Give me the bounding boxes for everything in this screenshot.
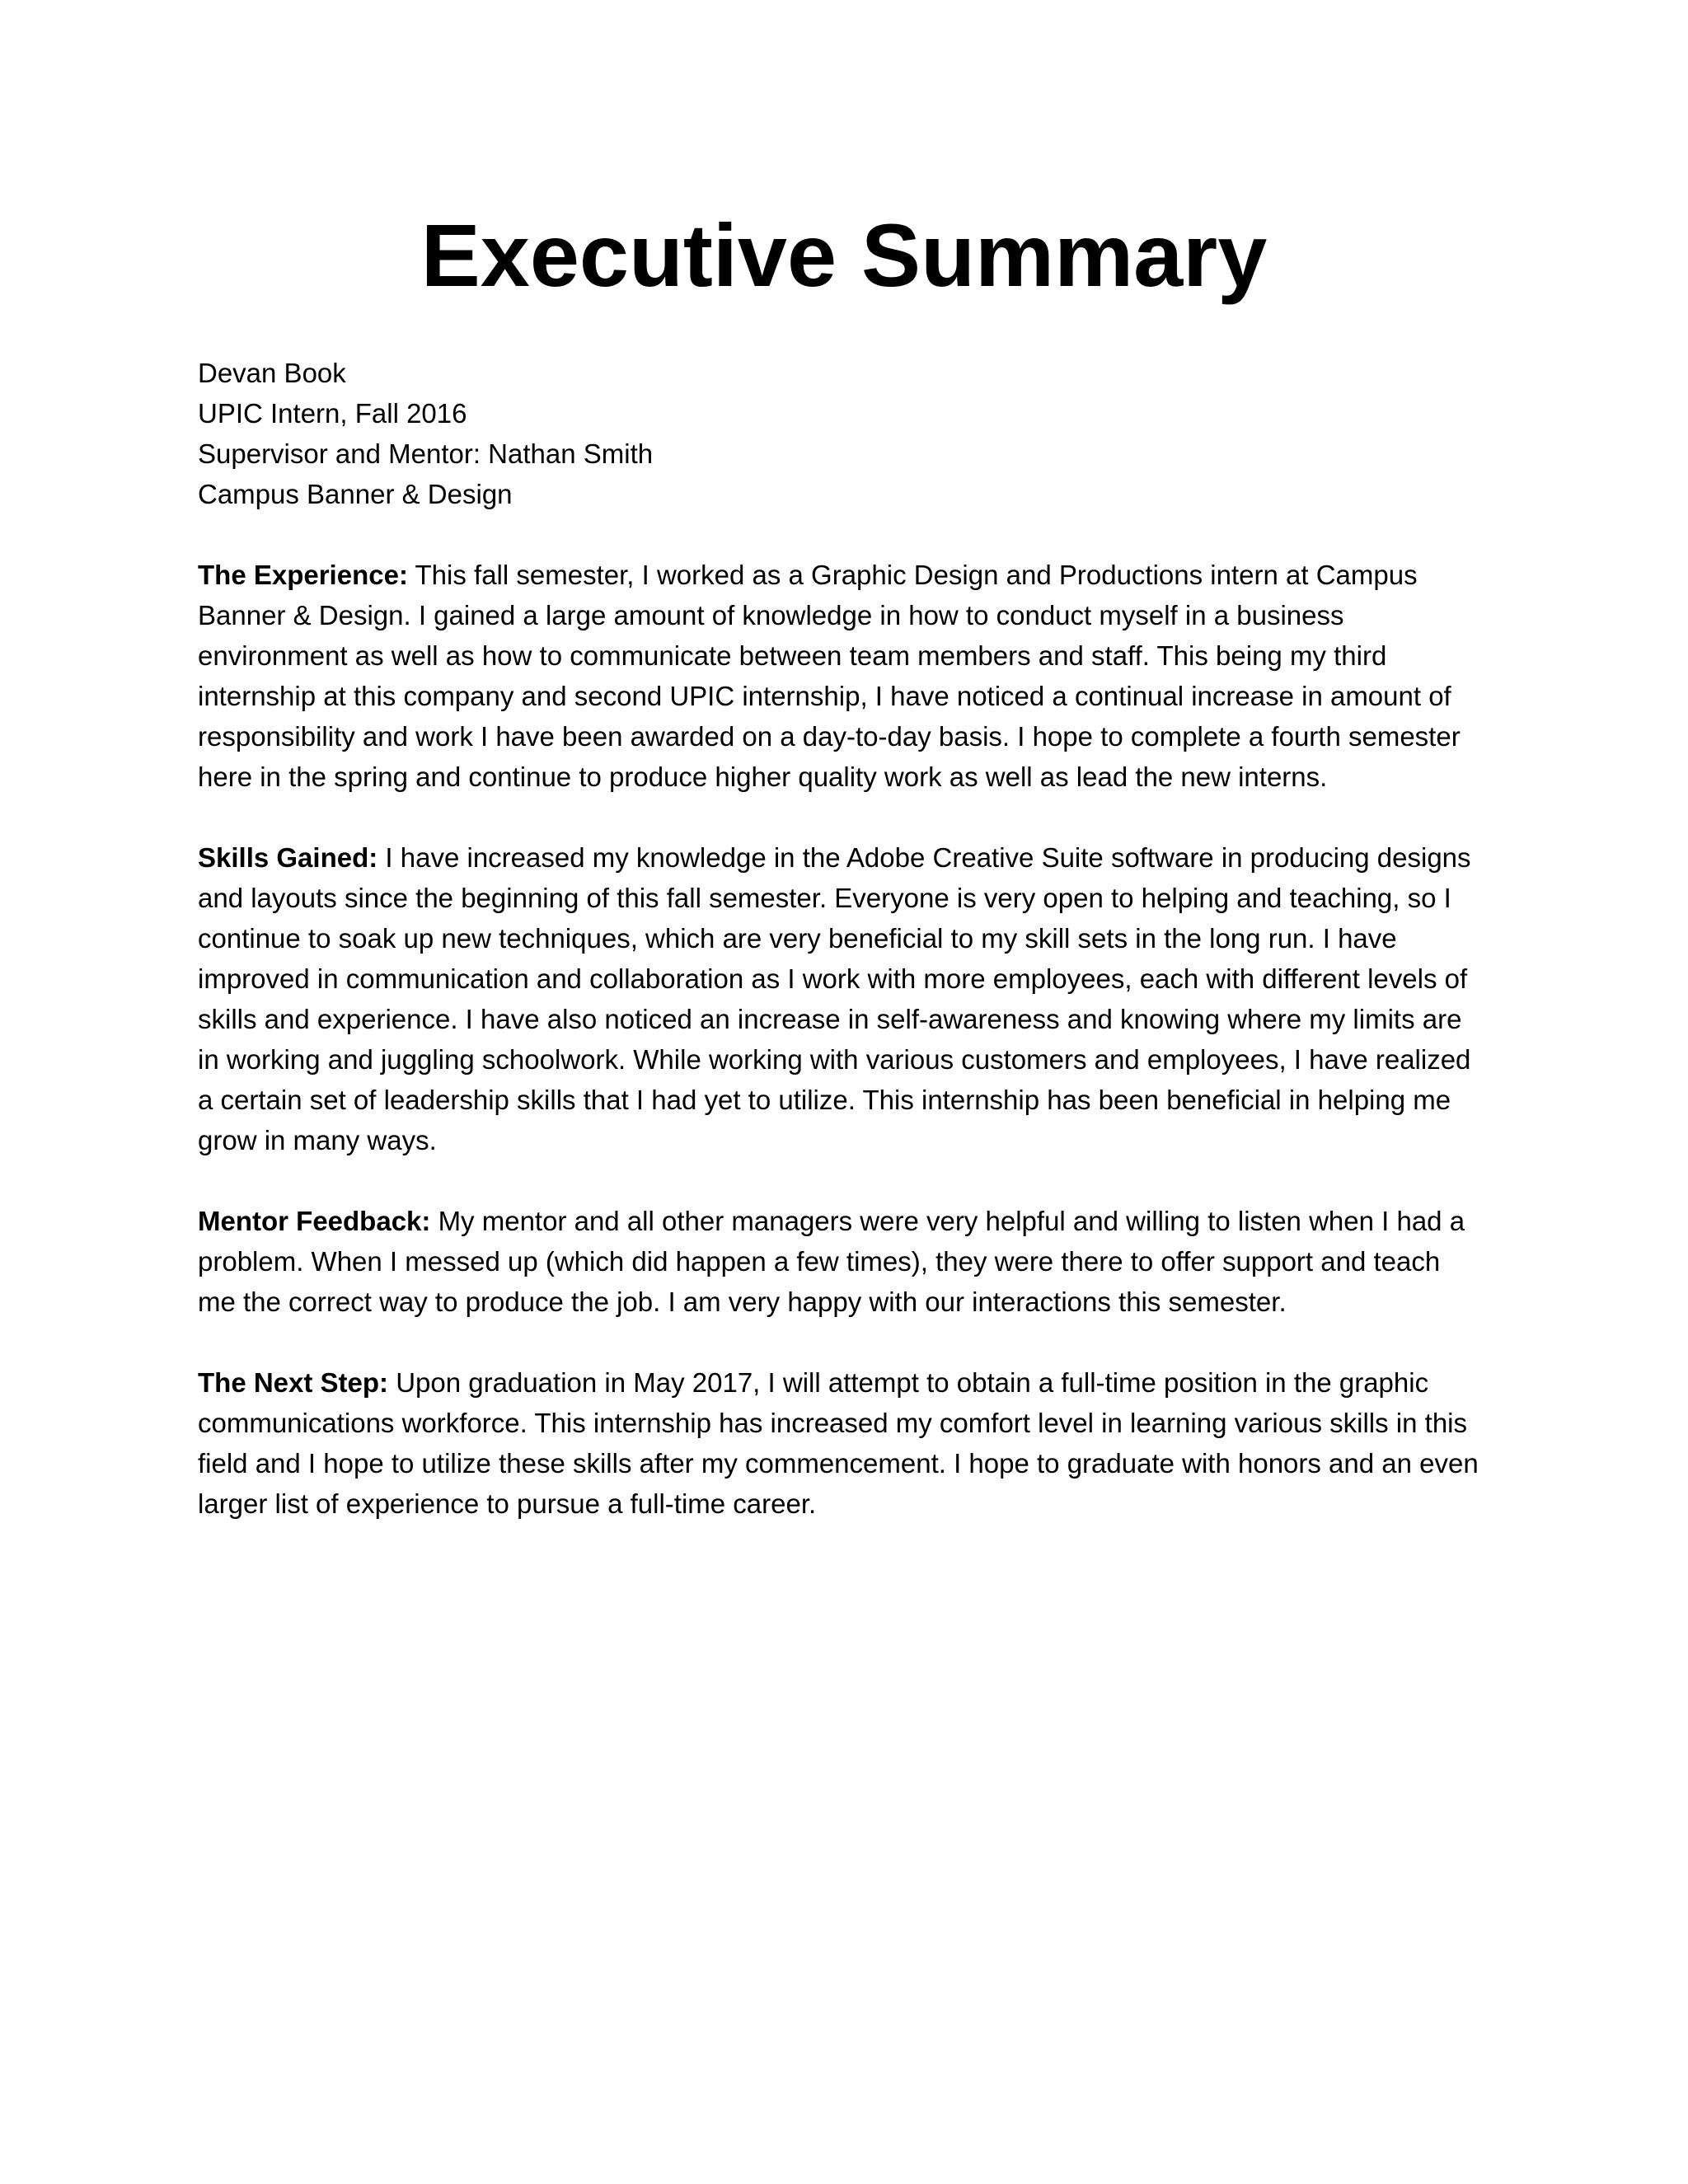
section-paragraph [198, 1362, 1484, 1524]
section-paragraph [198, 1201, 1484, 1322]
section-skills-gained [198, 837, 1484, 1160]
section-paragraph [198, 837, 1484, 1160]
supervisor-line: Supervisor and Mentor: Nathan Smith [198, 438, 654, 469]
intern-position: UPIC Intern, Fall 2016 [198, 398, 467, 429]
author-name: Devan Book [198, 358, 346, 388]
section-label: Skills Gained: [198, 842, 378, 873]
page-title: Executive Summary [420, 205, 1268, 305]
section-paragraph [198, 555, 1484, 797]
company-name: Campus Banner & Design [198, 479, 513, 509]
header-block [198, 353, 1484, 514]
section-label: The Experience: [198, 560, 408, 590]
section-text: I have increased my knowledge in the Adobe Creative Suite software in producing designs and layouts since the beginning of this fall semester. Everyone is very open to helping and teaching, so I continue to soak up new techniques, which are very beneficial to my skill sets in the long run. I have improved in communication and collaboration as I work with more employees, each with different levels of skills and experience. I have also noticed an increase in self-awareness and knowing where my limits are in working and juggling schoolwork. While working with various customers and employees, I have realized a certain set of leadership skills that I had yet to utilize. This internship has been beneficial in helping me grow in many ways. [198, 842, 1471, 1155]
section-text: This fall semester, I worked as a Graphic Design and Productions intern at Campus Banner & Design. I gained a large amount of knowledge in how to conduct myself in a business environment as well as how to communicate between team members and staff. This being my third internship at this company and second UPIC internship, I have noticed a continual increase in amount of responsibility and work I have been awarded on a day-to-day basis. I hope to complete a fourth semester here in the spring and continue to produce higher quality work as well as lead the new interns. [198, 560, 1461, 792]
section-label: Mentor Feedback: [198, 1206, 431, 1236]
section-label: The Next Step: [198, 1367, 389, 1398]
section-experience [198, 555, 1484, 797]
section-text: My mentor and all other managers were very helpful and willing to listen when I had a problem. When I messed up (which did happen a few times), they were there to offer support and teach me the correct way to produce the job. I am very happy with our interactions this semester. [198, 1206, 1465, 1317]
document-body [198, 353, 1484, 1524]
section-next-step [198, 1362, 1484, 1524]
section-mentor-feedback [198, 1201, 1484, 1322]
section-text: Upon graduation in May 2017, I will attempt to obtain a full-time position in the graphic communications workforce. This internship has increased my comfort level in learning various skills in this field and I hope to utilize these skills after my commencement. I hope to graduate with honors and an even larger list of experience to pursue a full-time career. [198, 1367, 1479, 1519]
